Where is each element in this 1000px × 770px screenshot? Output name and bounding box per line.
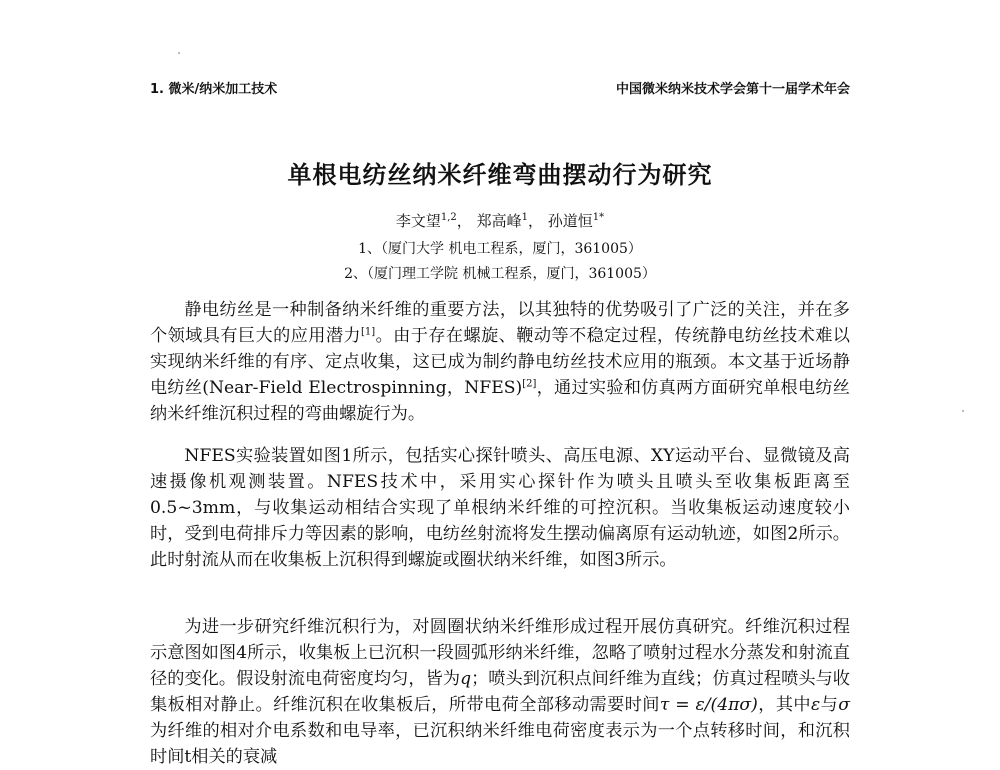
paragraph-text: 与 — [820, 695, 839, 715]
citation-2: [2] — [522, 378, 537, 390]
variable-sigma: σ — [838, 695, 850, 715]
scan-speck — [178, 52, 180, 54]
header-section: 1. 微米/纳米加工技术 — [150, 82, 278, 97]
citation-1: [1] — [361, 326, 376, 338]
author-list — [0, 210, 1000, 231]
paragraph-text: ，其中 — [757, 695, 812, 715]
paragraph-setup: NFES实验装置如图1所示，包括实心探针喷头、高压电源、XY运动平台、显微镜及高速摄像机观测装置。NFES技术中，采用实心探针作为喷头且喷头至收集板距离至0.5~3mm，与收集运动相结合实现了单根纳米纤维的可控沉积。当收集板运动速度较小时，受到电荷排斥力等因素的影响，电纺丝射流将发生摆动偏离原有运动轨迹，如图2所示。此时射流从而在收集板上沉积得到螺旋或圈状纳米纤维，如图3所示。 — [150, 446, 850, 570]
author-separator: ， — [527, 212, 543, 230]
header-conference: 中国微米纳米技术学会第十一届学术年会 — [615, 82, 850, 97]
affiliation-1: 1、（厦门大学 机电工程系，厦门，361005） — [358, 241, 642, 257]
affiliation-2: 2、（厦门理工学院 机械工程系，厦门，361005） — [344, 266, 656, 282]
author-name: 孙道恒 — [547, 212, 593, 230]
paragraph-text: 。由于存在螺旋、鞭动等不稳定过程，传统静电纺丝技术难以实现纳米纤维的有序、定点收集，这已成为制约静电纺丝技术应用的瓶颈。本文基于近场静电纺丝(Near-Field Electrospinning，NFES) — [150, 326, 850, 398]
author-affiliation-mark: 1 — [521, 212, 528, 223]
author-name: 李文望 — [395, 212, 441, 230]
paragraph-text: 为纤维的相对介电系数和电导率，已沉积纳米纤维电荷密度表示为一个点转移时间，和沉积时间t相关的衰减 — [150, 721, 850, 767]
paragraph-text: ；喷头到沉积点间纤维为直线；仿真过程喷头与收集板相对静止。纤维沉积在收集板后，所带电荷全部移动需要时间 — [150, 669, 850, 715]
paragraph-text: 为进一步研究纤维沉积行为，对圆圈状纳米纤维形成过程开展仿真研究。纤维沉积过程示意图如图4所示，收集板上已沉积一段圆弧形纳米纤维，忽略了喷射过程水分蒸发和射流直径的变化。假设射流电荷密度均匀，皆为 — [150, 617, 850, 689]
paper-title: 单根电纺丝纳米纤维弯曲摆动行为研究 — [287, 161, 713, 189]
paragraph-simulation — [150, 614, 850, 770]
paragraph-text: ，通过实验和仿真两方面研究单根电纺丝纳米纤维沉积过程的弯曲螺旋行为。 — [150, 378, 850, 424]
author-affiliation-mark: 1* — [592, 212, 605, 223]
formula-tau: τ = ε/(4πσ) — [659, 695, 758, 715]
variable-q: q — [460, 669, 472, 689]
paragraph-intro — [150, 297, 850, 427]
author-name: 郑高峰 — [476, 212, 522, 230]
author-affiliation-mark: 1,2 — [440, 212, 457, 223]
paragraph-text: 静电纺丝是一种制备纳米纤维的重要方法，以其独特的优势吸引了广泛的关注，并在多个领域具有巨大的应用潜力 — [150, 300, 850, 346]
scan-speck — [962, 410, 964, 412]
variable-epsilon: ε — [811, 695, 821, 715]
author-separator: ， — [456, 212, 472, 230]
